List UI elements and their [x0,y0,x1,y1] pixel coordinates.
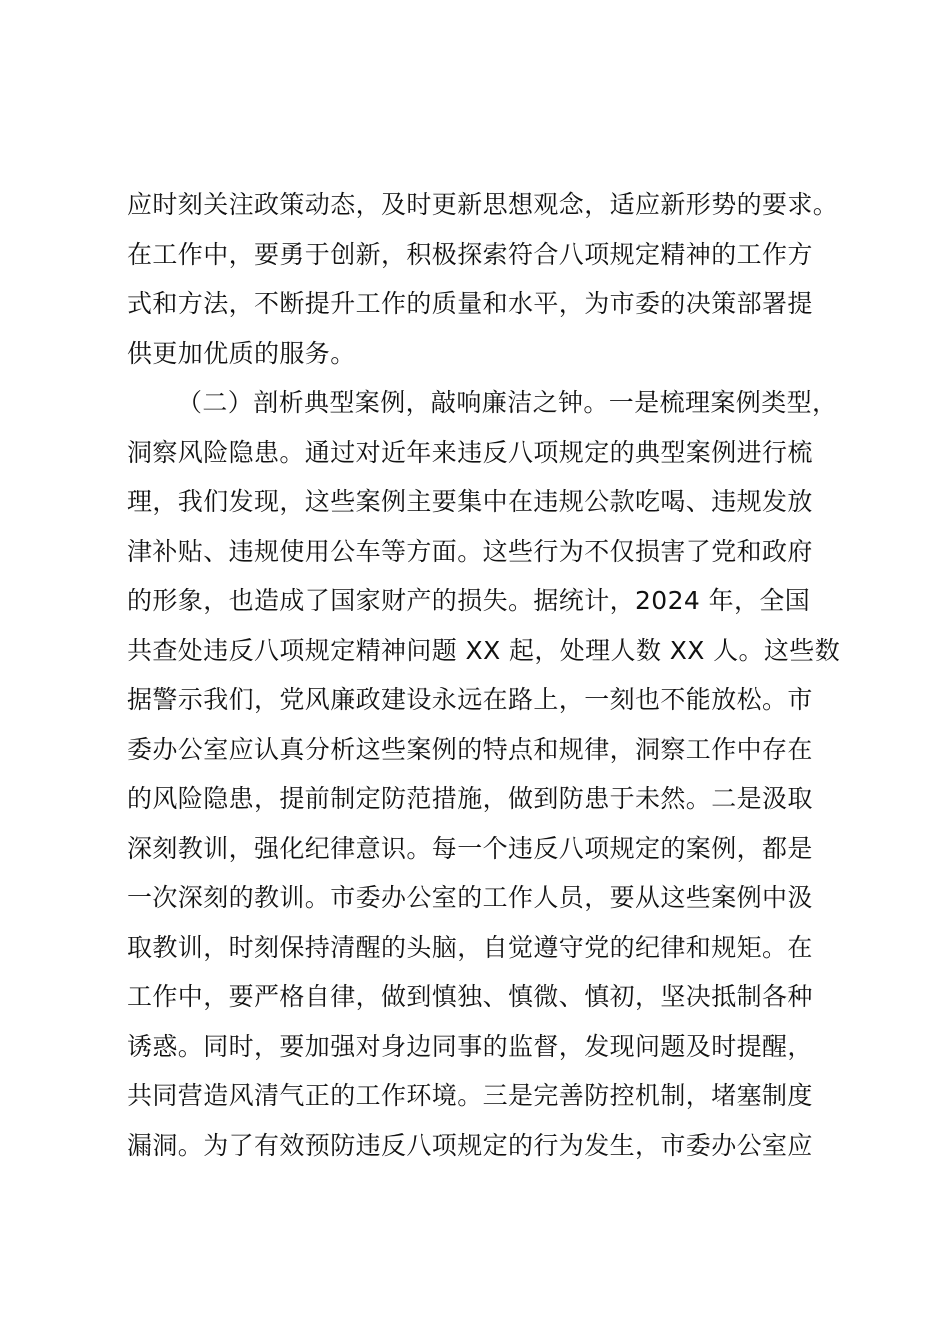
text-line: 委办公室应认真分析这些案例的特点和规律，洞察工作中存在 [127,734,813,764]
text-line: 工作中，要严格自律，做到慎独、慎微、慎初，坚决抵制各种 [127,982,813,1011]
text-line: 的风险隐患，提前制定防范措施，做到防患于未然。二是汲取 [127,784,813,813]
text-line: 共同营造风清气正的工作环境。三是完善防控机制，堵塞制度 [127,1081,813,1110]
text-line: 共查处违反八项规定精神问题 XX 起，处理人数 XX 人。这些数 [127,635,841,665]
text-line: 的形象，也造成了国家财产的损失。据统计，2024 年，全国 [127,586,811,615]
text-line: 据警示我们，党风廉政建设永远在路上，一刻也不能放松。市 [127,685,813,714]
text-line: 一次深刻的教训。市委办公室的工作人员，要从这些案例中汲 [127,883,813,912]
text-line: 理，我们发现，这些案例主要集中在违规公款吃喝、违规发放 [127,487,813,516]
text-line: 供更加优质的服务。 [127,338,356,368]
text-line: 应时刻关注政策动态，及时更新思想观念，适应新形势的要求。 [127,190,839,219]
section-heading-line: （二）剖析典型案例，敲响廉洁之钟。一是梳理案例类型， [177,388,838,417]
text-line: 洞察风险隐患。通过对近年来违反八项规定的典型案例进行梳 [127,437,813,467]
text-line: 漏洞。为了有效预防违反八项规定的行为发生，市委办公室应 [127,1130,813,1160]
text-line: 诱惑。同时，要加强对身边同事的监督，发现问题及时提醒， [127,1031,813,1061]
text-line: 取教训，时刻保持清醒的头脑，自觉遵守党的纪律和规矩。在 [127,932,813,962]
text-line: 式和方法，不断提升工作的质量和水平，为市委的决策部署提 [127,289,813,318]
body-text [127,180,857,1170]
text-line: 津补贴、违规使用公车等方面。这些行为不仅损害了党和政府 [127,536,813,566]
text-line: 在工作中，要勇于创新，积极探索符合八项规定精神的工作方 [127,239,813,269]
text-line: 深刻教训，强化纪律意识。每一个违反八项规定的案例，都是 [127,833,813,863]
